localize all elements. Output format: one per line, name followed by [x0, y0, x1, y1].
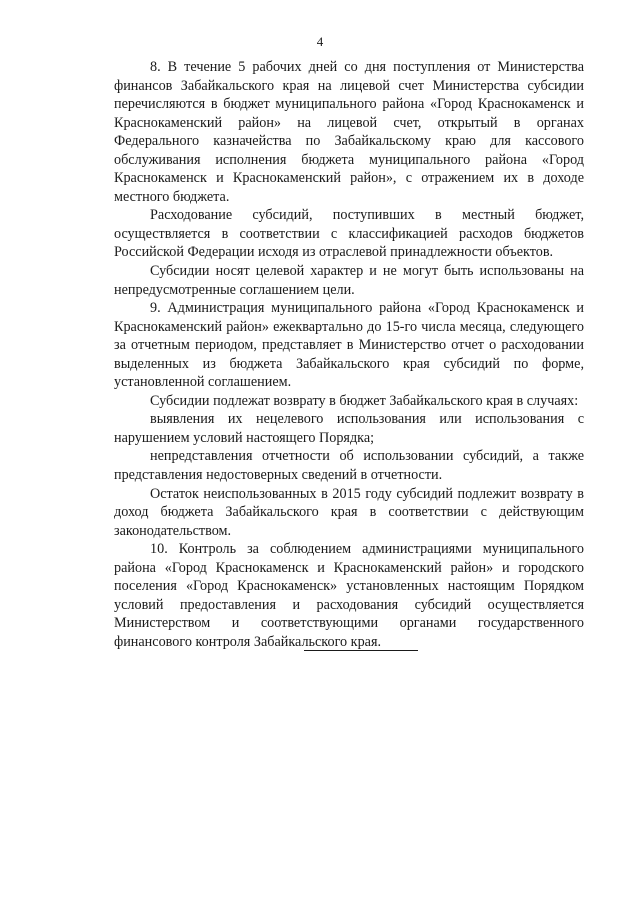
paragraph-misuse: выявления их нецелевого использования или использования с нарушением условий настоящего Порядка;: [114, 411, 584, 446]
paragraph-9-reporting: 9. Администрация муниципального района «Город Краснокаменск и Краснокаменский район» ежеквартально до 15-го числа месяца, следующего за отчетным периодом, представляет в Министерство отчет о расходовании выделенных из бюджета Забайкальского края субсидий по форме, установленной соглашением.: [114, 300, 584, 391]
paragraph-refund-cases: Субсидии подлежат возврату в бюджет Забайкальского края в случаях:: [150, 392, 579, 409]
paragraph-8-transfer: 8. В течение 5 рабочих дней со дня поступления от Министерства финансов Забайкальского края на лицевой счет Министерства субсидии перечисляются в бюджет муниципального района «Город Краснокаменск и Краснокаменский район» на лицевой счет, открытый в органах Федерального казначейства по Забайкальскому краю для кассового обслуживания исполнения бюджета муниципального района «Город Краснокаменск и Краснокаменский район», с отражением их в доходе местного бюджета.: [114, 59, 584, 205]
paragraph-non-reporting: непредставления отчетности об использовании субсидий, а также представления недостоверных сведений в отчетности.: [114, 448, 584, 484]
document-body: [114, 58, 584, 652]
paragraph-remainder: Остаток неиспользованных в 2015 году субсидий подлежит возврату в доход бюджета Забайкальского края в соответствии с действующим законодательством.: [114, 485, 584, 539]
page-number: 4: [316, 34, 324, 49]
paragraph-spending: Расходование субсидий, поступивших в местный бюджет, осуществляется в соответствии с классификацией расходов бюджетов Российской Федерации исходя из отраслевой принадлежности объектов.: [114, 207, 584, 261]
paragraph-target-use: Субсидии носят целевой характер и не могут быть использованы на непредусмотренные соглашением цели.: [114, 263, 584, 298]
closing-rule: [304, 650, 418, 651]
paragraph-10-control: 10. Контроль за соблюдением администрациями муниципального района «Город Краснокаменск и Краснокаменский район» и городского поселения «Город Краснокаменск» установленных настоящим Порядком условий предоставления и расходования субсидий осуществляется Министерством и соответствующими органами государственного финансового контроля Забайкальского края.: [114, 541, 584, 650]
